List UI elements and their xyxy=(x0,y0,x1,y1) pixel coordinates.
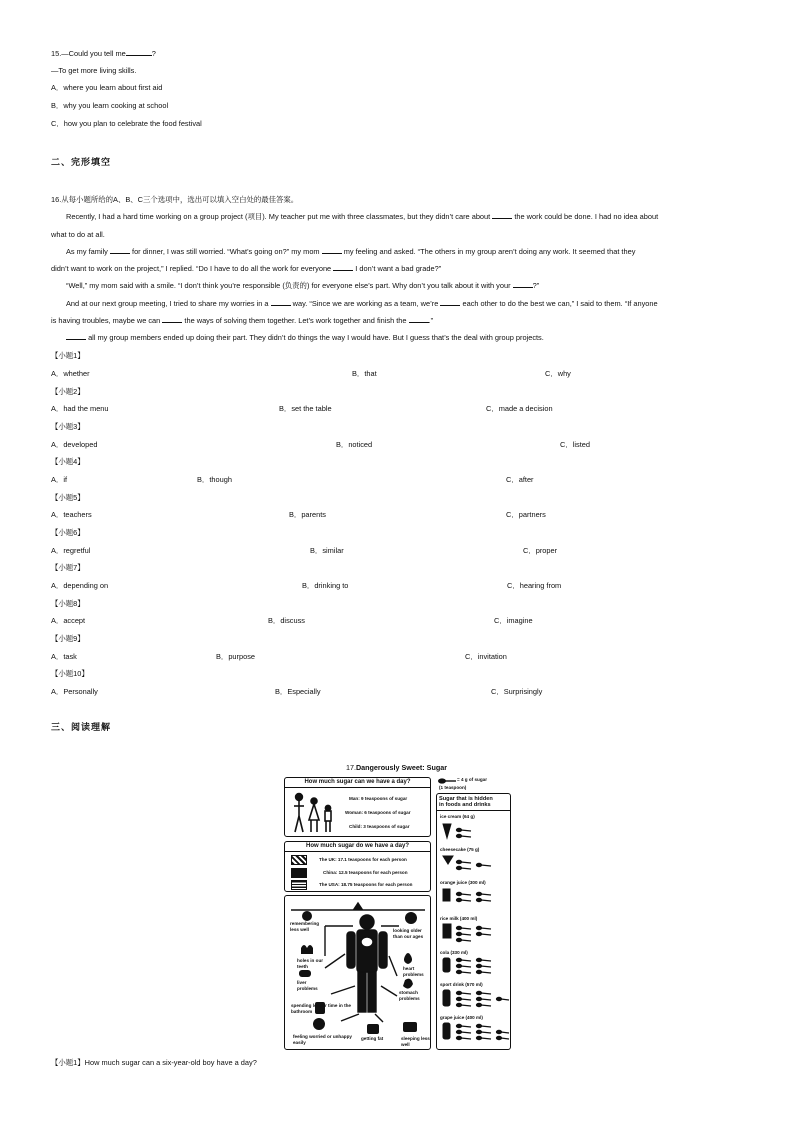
subq-3-option-c: C．listed xyxy=(560,440,590,449)
effect-liver: liver problems xyxy=(297,980,318,991)
subq-8-option-b: B．discuss xyxy=(268,616,305,625)
food-orange-juice: orange juice (300 ml) xyxy=(440,880,486,885)
subq-1-label: 【小题1】 xyxy=(51,351,85,360)
subq-6-option-a: A．regretful xyxy=(51,546,91,555)
effect-teeth: holes in our teeth xyxy=(297,958,324,969)
subq-7-option-a: A．depending on xyxy=(51,581,109,590)
sugar-consumption-heading: How much sugar do we have a day? xyxy=(285,842,430,852)
subq-8-option-a: A．accept xyxy=(51,616,86,625)
p4-text-d: is having troubles, maybe we can xyxy=(51,316,161,326)
food-cheesecake: cheesecake (75 g) xyxy=(440,847,480,852)
q15-option-a: A．where you learn about first aid xyxy=(51,83,163,92)
answer-blank xyxy=(126,48,152,56)
subq-7-option-c: C．hearing from xyxy=(507,581,562,590)
subq-8-label: 【小题8】 xyxy=(51,599,85,608)
teaspoon-icon xyxy=(437,777,457,785)
effect-worried: feeling worried or unhappy easily xyxy=(293,1034,352,1045)
usa-flag-icon xyxy=(291,880,307,890)
subq-5-option-a: A．teachers xyxy=(51,510,92,519)
section-3-title: 三、阅读理解 xyxy=(51,723,112,733)
food-rice-milk: rice milk (400 ml) xyxy=(440,916,478,921)
sugar-consumption-box xyxy=(284,841,431,892)
q15-answer: —To get more living skills. xyxy=(51,66,137,75)
effect-looking-older: looking older than our ages xyxy=(393,928,424,939)
sugar-infographic xyxy=(281,760,512,1056)
q17-subquestion-1: 【小题1】How much sugar can a six-year-old boy have a day? xyxy=(51,1058,257,1067)
blank-1 xyxy=(492,211,512,219)
spoon-note-1: = 4 g of sugar xyxy=(457,777,487,782)
hidden-sugar-heading-2: in foods and drinks xyxy=(439,802,491,808)
q15-option-c: C．how you plan to celebrate the food festival xyxy=(51,119,202,128)
food-cola: cola (330 ml) xyxy=(440,950,468,955)
effect-stomach: stomach problems xyxy=(399,990,420,1001)
hidden-sugar-heading-1: Sugar that is hidden xyxy=(439,796,493,802)
blank-8 xyxy=(162,315,182,323)
blank-10 xyxy=(66,332,86,340)
subq-10-option-a: A．Personally xyxy=(51,687,98,696)
q16-paragraph-5 xyxy=(51,329,741,346)
q16-paragraph-1 xyxy=(51,208,741,225)
subq-5-option-c: C．partners xyxy=(506,510,546,519)
subq-9-option-b: B．purpose xyxy=(216,652,256,661)
subq-10-option-b: B．Especially xyxy=(275,687,321,696)
p2-text-e: I don’t want a bad grade?” xyxy=(355,264,442,274)
family-icon xyxy=(290,792,336,834)
effect-bathroom: spending longer time in the bathroom xyxy=(291,1003,351,1014)
uk-flag-icon xyxy=(291,855,307,865)
effect-heart: heart problems xyxy=(403,966,424,977)
subq-3-label: 【小题3】 xyxy=(51,422,85,431)
q16-instruction: 16.从每小题所给的A、B、C三个选项中，选出可以填入空白处的最佳答案。 xyxy=(51,195,299,204)
p3-text-a: “Well,” my mom said with a smile. “I don’t think you’re responsible (负责的) for everyone else’s part. Why don’t you talk about it with your xyxy=(66,281,511,291)
p4-text-a: And at our next group meeting, I tried to share my worries in a xyxy=(66,298,269,308)
p4-text-f: .” xyxy=(428,316,434,326)
subq-2-option-c: C．made a decision xyxy=(486,404,553,413)
infographic-title xyxy=(281,763,512,772)
subq-8-option-c: C．imagine xyxy=(494,616,533,625)
subq-10-option-c: C．Surprisingly xyxy=(491,687,543,696)
section-2-title: 二、完形填空 xyxy=(51,158,112,168)
limit-child: Child: 3 teaspoons of sugar xyxy=(349,824,410,829)
p2-text-c: my feeling and asked. “The others in my group aren’t doing any work. It seemed that they xyxy=(343,246,636,256)
subq-7-label: 【小题7】 xyxy=(51,563,85,572)
blank-4 xyxy=(333,263,353,271)
q15-stem-text: 15.—Could you tell me xyxy=(51,49,126,58)
q15-option-b: B．why you learn cooking at school xyxy=(51,101,169,110)
p5-text-a: all my group members ended up doing their part. They didn’t do things the way I would have. But I guess that’s the deal with group projects. xyxy=(88,333,544,343)
p1-text-a: Recently, I had a hard time working on a group project (项目). My teacher put me with three classmates, but they didn’t care about xyxy=(66,212,491,222)
p2-text-a: As my family xyxy=(66,246,108,256)
consumption-uk: The UK: 17.1 teaspoons for each person xyxy=(319,857,407,862)
subq-9-label: 【小题9】 xyxy=(51,634,85,643)
sugar-limit-box xyxy=(284,777,431,837)
subq-5-label: 【小题5】 xyxy=(51,493,85,502)
limit-woman: Woman: 6 teaspoons of sugar xyxy=(345,810,411,815)
subq-9-option-a: A．task xyxy=(51,652,77,661)
infographic-title-text: Dangerously Sweet: Sugar xyxy=(355,763,448,772)
blank-5 xyxy=(513,280,533,288)
subq-5-option-b: B．parents xyxy=(289,510,326,519)
subq-3-option-b: B．noticed xyxy=(336,440,373,449)
food-spoon-icons xyxy=(437,794,512,1051)
effect-fat: getting fat xyxy=(361,1036,384,1041)
consumption-usa: The USA: 18.75 teaspoons for each person xyxy=(319,882,413,887)
subq-4-option-a: A．if xyxy=(51,475,68,484)
subq-9-option-c: C．invitation xyxy=(465,652,507,661)
subq-4-option-b: B．though xyxy=(197,475,232,484)
q16-paragraph-2-cont xyxy=(51,260,741,277)
q16-passage xyxy=(51,191,741,347)
food-grape-juice: grape juice (400 ml) xyxy=(440,1015,483,1020)
p4-text-b: way. “Since we are working as a team, we’re xyxy=(292,298,439,308)
q16-paragraph-4-cont xyxy=(51,312,741,329)
effect-remembering: remembering less well xyxy=(290,921,320,932)
subq-3-option-a: A．developed xyxy=(51,440,98,449)
subq-6-option-b: B．similar xyxy=(310,546,344,555)
subq-4-label: 【小题4】 xyxy=(51,457,85,466)
p4-text-e: the ways of solving them together. Let’s work together and finish the xyxy=(184,316,407,326)
subq-6-option-c: C．proper xyxy=(523,546,558,555)
consumption-china: China: 12.5 teaspoons for each person xyxy=(323,870,408,875)
blank-9 xyxy=(409,315,429,323)
q15-stem xyxy=(51,48,156,59)
subq-7-option-b: B．drinking to xyxy=(302,581,349,590)
blank-7 xyxy=(440,298,460,306)
subq-6-label: 【小题6】 xyxy=(51,528,85,537)
health-effects-box xyxy=(284,895,431,1050)
hidden-sugar-box xyxy=(436,793,511,1050)
p2-text-d: didn’t want to work on the project,” I replied. “Do I have to do all the work for everyone xyxy=(51,264,332,274)
subq-1-option-c: C．why xyxy=(545,369,571,378)
blank-3 xyxy=(322,246,342,254)
spoon-note-2: (1 teaspoon) xyxy=(439,785,467,790)
china-flag-icon xyxy=(291,868,307,878)
p4-text-c: each other to do the best we can,” I said to them. “If anyone xyxy=(462,298,658,308)
subq-2-label: 【小题2】 xyxy=(51,387,85,396)
sugar-limit-heading: How much sugar can we have a day? xyxy=(285,778,430,788)
subq-10-label: 【小题10】 xyxy=(51,669,89,678)
q16-paragraph-3 xyxy=(51,277,741,294)
blank-2 xyxy=(110,246,130,254)
p2-text-b: for dinner, I was still worried. “What’s going on?” my mom xyxy=(132,246,320,256)
question-number: 17. xyxy=(345,763,356,772)
subq-1-option-b: B．that xyxy=(352,369,377,378)
p1-text-b: the work could be done. I had no idea about xyxy=(514,212,659,222)
q16-paragraph-4 xyxy=(51,295,741,312)
subq-1-option-a: A．whether xyxy=(51,369,90,378)
effect-sleeping: sleeping less well xyxy=(401,1036,430,1047)
food-sport-drink: sport drink (570 ml) xyxy=(440,982,483,987)
subq-2-option-b: B．set the table xyxy=(279,404,332,413)
limit-man: Man: 9 teaspoons of sugar xyxy=(349,796,408,801)
p3-text-b: ?” xyxy=(532,281,540,291)
subq-2-option-a: A．had the menu xyxy=(51,404,109,413)
q16-paragraph-2 xyxy=(51,243,741,260)
subq-4-option-c: C．after xyxy=(506,475,534,484)
q15-stem-end: ? xyxy=(151,49,156,58)
p1-text-c: what to do at all. xyxy=(51,229,105,239)
food-ice-cream: ice cream (64 g) xyxy=(440,814,475,819)
blank-6 xyxy=(271,298,291,306)
